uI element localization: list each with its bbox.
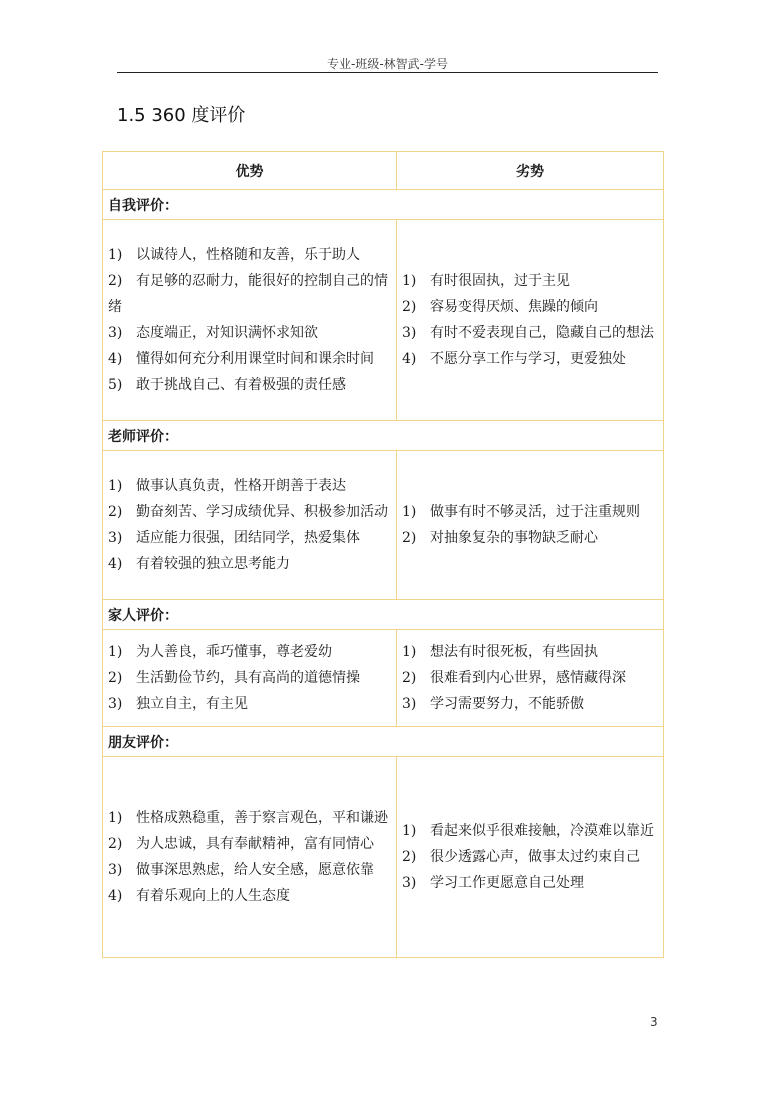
strengths-list: [108, 242, 391, 398]
list-item: [108, 551, 391, 577]
item-text: 为人忠诚，具有奉献精神，富有同情心: [136, 836, 374, 852]
item-text: 态度端正，对知识满怀求知欲: [136, 325, 318, 341]
item-text: 有着乐观向上的人生态度: [136, 888, 290, 904]
list-item: [108, 805, 391, 831]
item-number: 4): [108, 888, 123, 904]
column-header-weaknesses: 劣势: [397, 152, 664, 190]
column-header-strengths: 优势: [103, 152, 397, 190]
strengths-cell: [103, 451, 397, 600]
list-item: [402, 870, 658, 896]
item-text: 学习工作更愿意自己处理: [430, 875, 584, 891]
list-item: [402, 525, 658, 551]
item-text: 有着较强的独立思考能力: [136, 556, 290, 572]
item-number: 3): [108, 530, 123, 546]
weaknesses-list: [402, 268, 658, 372]
evaluation-table-body: [103, 152, 664, 958]
item-number: 5): [108, 377, 123, 393]
list-item: [402, 818, 658, 844]
item-number: 2): [108, 670, 123, 686]
item-text: 懂得如何充分利用课堂时间和课余时间: [136, 351, 374, 367]
list-item: [108, 346, 391, 372]
list-item: [108, 372, 391, 398]
item-number: 3): [402, 696, 417, 712]
item-number: 2): [402, 849, 417, 865]
item-text: 看起来似乎很难接触，冷漠难以靠近: [430, 823, 654, 839]
weaknesses-cell: [397, 630, 664, 727]
item-number: 1): [108, 478, 123, 494]
item-number: 2): [402, 299, 417, 315]
group-label: 朋友评价：: [103, 727, 664, 757]
group-label-row: [103, 190, 664, 220]
weaknesses-list: [402, 639, 658, 717]
item-text: 很难看到内心世界，感情藏得深: [430, 670, 626, 686]
item-number: 3): [108, 696, 123, 712]
group-label: 自我评价：: [103, 190, 664, 220]
list-item: [402, 346, 658, 372]
list-item: [402, 639, 658, 665]
strengths-cell: [103, 630, 397, 727]
item-text: 独立自主，有主见: [136, 696, 248, 712]
item-text: 不愿分享工作与学习，更爱独处: [430, 351, 626, 367]
item-number: 2): [108, 504, 123, 520]
item-text: 为人善良，乖巧懂事，尊老爱幼: [136, 644, 332, 660]
list-item: [402, 691, 658, 717]
item-number: 3): [108, 862, 123, 878]
weaknesses-cell: [397, 451, 664, 600]
item-text: 容易变得厌烦、焦躁的倾向: [430, 299, 598, 315]
item-text: 有足够的忍耐力，能很好的控制自己的情绪: [108, 273, 388, 315]
group-label-row: [103, 421, 664, 451]
item-number: 1): [402, 504, 417, 520]
group-label-row: [103, 727, 664, 757]
item-number: 3): [402, 325, 417, 341]
item-text: 敢于挑战自己、有着极强的责任感: [136, 377, 346, 393]
group-label: 老师评价：: [103, 421, 664, 451]
item-text: 勤奋刻苦、学习成绩优异、积极参加活动: [136, 504, 388, 520]
item-text: 做事深思熟虑，给人安全感，愿意依靠: [136, 862, 374, 878]
item-number: 3): [402, 875, 417, 891]
table-header-row: [103, 152, 664, 190]
item-text: 对抽象复杂的事物缺乏耐心: [430, 530, 598, 546]
group-label: 家人评价：: [103, 600, 664, 630]
strengths-list: [108, 639, 391, 717]
group-content-row: [103, 451, 664, 600]
list-item: [108, 883, 391, 909]
item-text: 适应能力很强，团结同学，热爱集体: [136, 530, 360, 546]
list-item: [108, 268, 391, 320]
item-number: 4): [108, 351, 123, 367]
list-item: [402, 294, 658, 320]
item-number: 2): [108, 273, 123, 289]
strengths-list: [108, 473, 391, 577]
group-content-row: [103, 220, 664, 421]
list-item: [108, 831, 391, 857]
item-text: 有时不爱表现自己，隐藏自己的想法: [430, 325, 654, 341]
item-text: 性格成熟稳重，善于察言观色，平和谦逊: [136, 810, 388, 826]
item-number: 2): [402, 670, 417, 686]
item-number: 2): [402, 530, 417, 546]
item-number: 1): [108, 644, 123, 660]
item-number: 1): [108, 247, 123, 263]
list-item: [108, 691, 391, 717]
page-header: 专业-班级-林智武-学号: [327, 57, 448, 71]
list-item: [108, 320, 391, 346]
list-item: [108, 857, 391, 883]
item-text: 有时很固执，过于主见: [430, 273, 570, 289]
group-content-row: [103, 630, 664, 727]
item-number: 4): [402, 351, 417, 367]
section-title: 1.5 360 度评价: [117, 105, 246, 126]
header-divider: [117, 72, 658, 73]
list-item: [108, 665, 391, 691]
list-item: [108, 473, 391, 499]
item-text: 学习需要努力，不能骄傲: [430, 696, 584, 712]
item-number: 3): [108, 325, 123, 341]
list-item: [402, 499, 658, 525]
strengths-cell: [103, 220, 397, 421]
item-text: 做事有时不够灵活，过于注重规则: [430, 504, 640, 520]
item-number: 1): [402, 273, 417, 289]
item-text: 想法有时很死板，有些固执: [430, 644, 598, 660]
item-number: 1): [402, 644, 417, 660]
list-item: [108, 525, 391, 551]
item-text: 以诚待人，性格随和友善，乐于助人: [136, 247, 360, 263]
strengths-cell: [103, 757, 397, 958]
item-number: 4): [108, 556, 123, 572]
weaknesses-cell: [397, 757, 664, 958]
weaknesses-list: [402, 499, 658, 551]
item-text: 很少透露心声，做事太过约束自己: [430, 849, 640, 865]
item-number: 1): [402, 823, 417, 839]
weaknesses-list: [402, 818, 658, 896]
weaknesses-cell: [397, 220, 664, 421]
list-item: [402, 844, 658, 870]
list-item: [108, 242, 391, 268]
list-item: [108, 499, 391, 525]
group-label-row: [103, 600, 664, 630]
list-item: [402, 320, 658, 346]
item-number: 1): [108, 810, 123, 826]
item-number: 2): [108, 836, 123, 852]
list-item: [108, 639, 391, 665]
group-content-row: [103, 757, 664, 958]
evaluation-table: [102, 151, 664, 958]
list-item: [402, 665, 658, 691]
page-number: 3: [650, 1015, 658, 1029]
strengths-list: [108, 805, 391, 909]
item-text: 生活勤俭节约，具有高尚的道德情操: [136, 670, 360, 686]
list-item: [402, 268, 658, 294]
item-text: 做事认真负责，性格开朗善于表达: [136, 478, 346, 494]
